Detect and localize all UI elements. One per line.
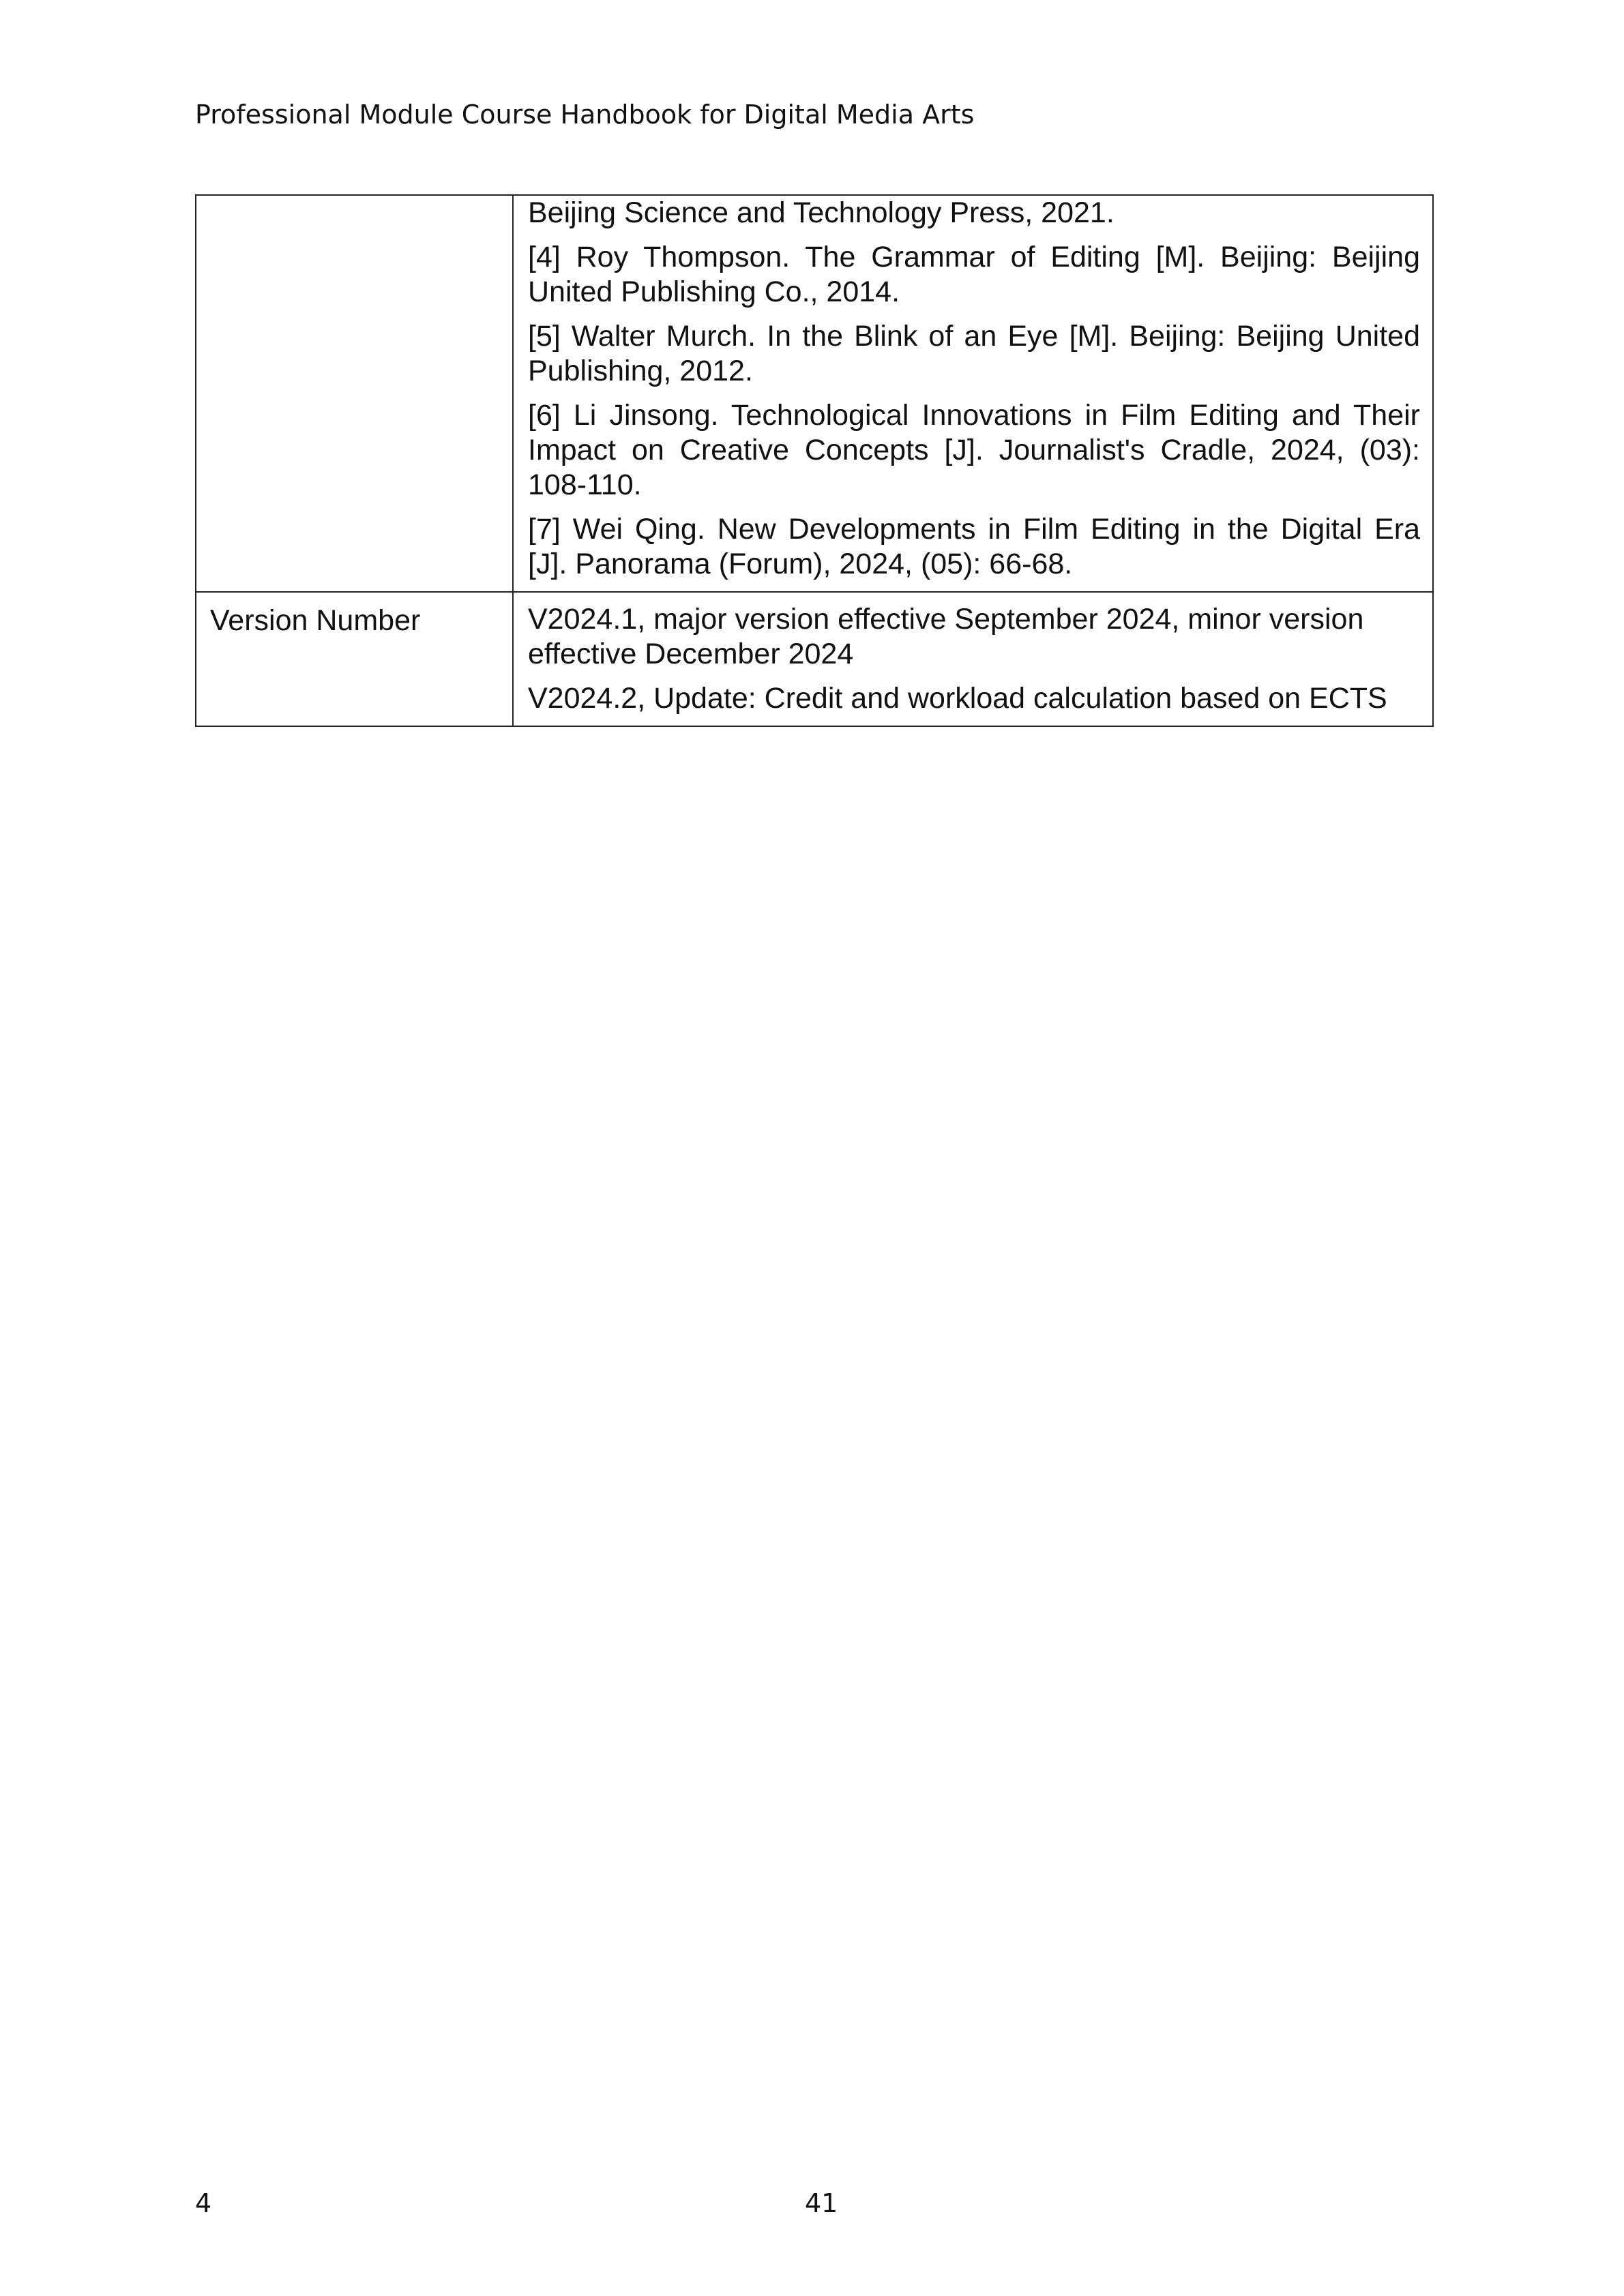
reference-paragraph: [7] Wei Qing. New Developments in Film Editing in the Digital Era [J]. Panorama (Forum), 2024, (05): 66-68. xyxy=(528,513,1420,580)
references-value-cell xyxy=(513,195,1433,592)
reference-paragraph: [4] Roy Thompson. The Grammar of Editing [M]. Beijing: Beijing United Publishing Co., 2014. xyxy=(528,241,1420,308)
version-paragraph: V2024.1, major version effective September 2024, minor version effective December 2024 xyxy=(528,603,1364,670)
references-label-cell xyxy=(196,195,513,592)
running-header-title: Professional Module Course Handbook for Digital Media Arts xyxy=(195,100,975,130)
reference-paragraph: [6] Li Jinsong. Technological Innovations in Film Editing and Their Impact on Creative Concepts [J]. Journalist's Cradle, 2024, (03): 108-110. xyxy=(528,399,1420,501)
table-row-version xyxy=(196,592,1433,726)
reference-paragraph: [5] Walter Murch. In the Blink of an Eye [M]. Beijing: Beijing United Publishing, 2012. xyxy=(528,320,1420,387)
version-paragraph: V2024.2, Update: Credit and workload calculation based on ECTS xyxy=(528,682,1387,715)
footer-left-number: 4 xyxy=(195,2188,212,2218)
table-row-references xyxy=(196,195,1433,592)
version-value-cell xyxy=(513,592,1433,726)
footer-page-number: 41 xyxy=(805,2188,838,2218)
version-label-cell: Version Number xyxy=(196,592,513,726)
course-info-table xyxy=(195,194,1434,727)
reference-paragraph: Beijing Science and Technology Press, 2021. xyxy=(528,196,1114,229)
